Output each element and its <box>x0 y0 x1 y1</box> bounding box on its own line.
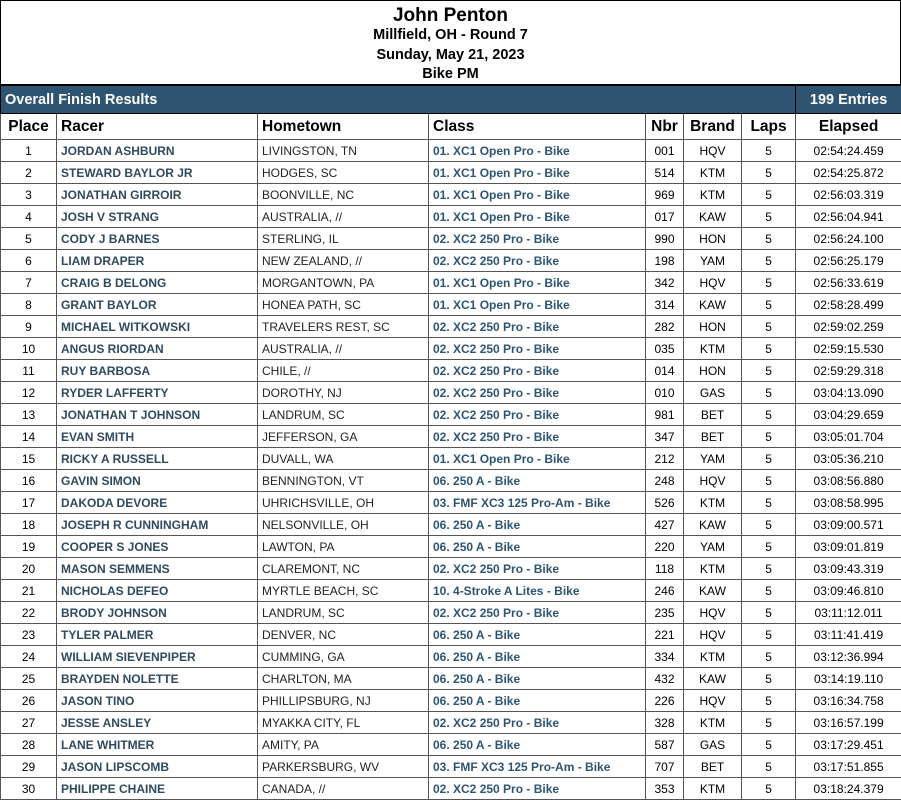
brand: KAW <box>684 206 742 228</box>
row-place: 27 <box>1 712 57 734</box>
brand: KTM <box>684 338 742 360</box>
class-name[interactable]: 02. XC2 250 Pro - Bike <box>429 338 646 360</box>
row-place: 29 <box>1 756 57 778</box>
bike-number: 990 <box>646 228 684 250</box>
racer-name[interactable]: COOPER S JONES <box>57 536 258 558</box>
column-header-place: Place <box>1 114 57 140</box>
class-name[interactable]: 01. XC1 Open Pro - Bike <box>429 206 646 228</box>
laps: 5 <box>742 206 796 228</box>
row-place: 23 <box>1 624 57 646</box>
racer-name[interactable]: JORDAN ASHBURN <box>57 140 258 162</box>
row-place: 24 <box>1 646 57 668</box>
bike-number: 587 <box>646 734 684 756</box>
table-row <box>1 316 901 338</box>
elapsed-time: 02:58:28.499 <box>796 294 901 316</box>
laps: 5 <box>742 294 796 316</box>
bike-number: 427 <box>646 514 684 536</box>
row-place: 7 <box>1 272 57 294</box>
class-name[interactable]: 02. XC2 250 Pro - Bike <box>429 558 646 580</box>
column-header-elapsed: Elapsed <box>796 114 901 140</box>
elapsed-time: 03:09:43.319 <box>796 558 901 580</box>
row-place: 4 <box>1 206 57 228</box>
table-row <box>1 646 901 668</box>
laps: 5 <box>742 426 796 448</box>
elapsed-time: 03:11:12.011 <box>796 602 901 624</box>
laps: 5 <box>742 778 796 800</box>
racer-name[interactable]: NICHOLAS DEFEO <box>57 580 258 602</box>
row-place: 19 <box>1 536 57 558</box>
class-name[interactable]: 06. 250 A - Bike <box>429 734 646 756</box>
class-name[interactable]: 01. XC1 Open Pro - Bike <box>429 448 646 470</box>
racer-name[interactable]: EVAN SMITH <box>57 426 258 448</box>
laps: 5 <box>742 360 796 382</box>
class-name[interactable]: 02. XC2 250 Pro - Bike <box>429 360 646 382</box>
row-place: 8 <box>1 294 57 316</box>
row-place: 25 <box>1 668 57 690</box>
column-header-laps: Laps <box>742 114 796 140</box>
elapsed-time: 03:05:01.704 <box>796 426 901 448</box>
table-row <box>1 404 901 426</box>
class-name[interactable]: 02. XC2 250 Pro - Bike <box>429 228 646 250</box>
brand: HQV <box>684 602 742 624</box>
class-name[interactable]: 06. 250 A - Bike <box>429 536 646 558</box>
elapsed-time: 03:17:29.451 <box>796 734 901 756</box>
bike-number: 334 <box>646 646 684 668</box>
brand: HON <box>684 360 742 382</box>
racer-name[interactable]: STEWARD BAYLOR JR <box>57 162 258 184</box>
event-date: Sunday, May 21, 2023 <box>376 46 525 63</box>
elapsed-time: 03:09:46.810 <box>796 580 901 602</box>
table-row <box>1 492 901 514</box>
brand: BET <box>684 426 742 448</box>
bike-number: 514 <box>646 162 684 184</box>
elapsed-time: 02:56:24.100 <box>796 228 901 250</box>
elapsed-time: 03:18:24.379 <box>796 778 901 800</box>
bike-number: 221 <box>646 624 684 646</box>
bike-number: 226 <box>646 690 684 712</box>
bike-number: 526 <box>646 492 684 514</box>
racer-name[interactable]: BRAYDEN NOLETTE <box>57 668 258 690</box>
row-place: 17 <box>1 492 57 514</box>
brand: HQV <box>684 690 742 712</box>
hometown: JEFFERSON, GA <box>258 426 429 448</box>
class-name[interactable]: 02. XC2 250 Pro - Bike <box>429 602 646 624</box>
class-name[interactable]: 06. 250 A - Bike <box>429 646 646 668</box>
brand: YAM <box>684 250 742 272</box>
bike-number: 432 <box>646 668 684 690</box>
class-name[interactable]: 06. 250 A - Bike <box>429 624 646 646</box>
racer-name[interactable]: GRANT BAYLOR <box>57 294 258 316</box>
bike-number: 248 <box>646 470 684 492</box>
racer-name[interactable]: CODY J BARNES <box>57 228 258 250</box>
table-row <box>1 228 901 250</box>
brand: HON <box>684 316 742 338</box>
table-row <box>1 756 901 778</box>
racer-name[interactable]: JASON TINO <box>57 690 258 712</box>
row-place: 14 <box>1 426 57 448</box>
laps: 5 <box>742 690 796 712</box>
racer-name[interactable]: WILLIAM SIEVENPIPER <box>57 646 258 668</box>
row-place: 18 <box>1 514 57 536</box>
hometown: BOONVILLE, NC <box>258 184 429 206</box>
laps: 5 <box>742 558 796 580</box>
racer-name[interactable]: LIAM DRAPER <box>57 250 258 272</box>
elapsed-time: 02:54:25.872 <box>796 162 901 184</box>
hometown: MYAKKA CITY, FL <box>258 712 429 734</box>
laps: 5 <box>742 536 796 558</box>
laps: 5 <box>742 602 796 624</box>
row-place: 6 <box>1 250 57 272</box>
brand: KTM <box>684 492 742 514</box>
brand: KAW <box>684 580 742 602</box>
laps: 5 <box>742 646 796 668</box>
column-headers <box>1 114 901 140</box>
column-header-class: Class <box>429 114 646 140</box>
brand: HON <box>684 228 742 250</box>
class-name[interactable]: 10. 4-Stroke A Lites - Bike <box>429 580 646 602</box>
class-name[interactable]: 02. XC2 250 Pro - Bike <box>429 404 646 426</box>
hometown: CHILE, // <box>258 360 429 382</box>
racer-name[interactable]: GAVIN SIMON <box>57 470 258 492</box>
event-session: Bike PM <box>422 66 479 82</box>
racer-name[interactable]: JESSE ANSLEY <box>57 712 258 734</box>
elapsed-time: 02:56:03.319 <box>796 184 901 206</box>
elapsed-time: 03:16:34.758 <box>796 690 901 712</box>
laps: 5 <box>742 162 796 184</box>
bike-number: 212 <box>646 448 684 470</box>
row-place: 22 <box>1 602 57 624</box>
bike-number: 328 <box>646 712 684 734</box>
racer-name[interactable]: JOSH V STRANG <box>57 206 258 228</box>
hometown: CHARLTON, MA <box>258 668 429 690</box>
elapsed-time: 03:08:58.995 <box>796 492 901 514</box>
laps: 5 <box>742 580 796 602</box>
racer-name[interactable]: JOSEPH R CUNNINGHAM <box>57 514 258 536</box>
brand: HQV <box>684 624 742 646</box>
table-row <box>1 426 901 448</box>
brand: YAM <box>684 448 742 470</box>
hometown: MORGANTOWN, PA <box>258 272 429 294</box>
bike-number: 118 <box>646 558 684 580</box>
brand: YAM <box>684 536 742 558</box>
brand: KTM <box>684 162 742 184</box>
brand: KTM <box>684 558 742 580</box>
elapsed-time: 03:16:57.199 <box>796 712 901 734</box>
racer-name[interactable]: PHILIPPE CHAINE <box>57 778 258 800</box>
class-name[interactable]: 06. 250 A - Bike <box>429 668 646 690</box>
brand: GAS <box>684 734 742 756</box>
brand: KTM <box>684 646 742 668</box>
class-name[interactable]: 02. XC2 250 Pro - Bike <box>429 712 646 734</box>
racer-name[interactable]: RUY BARBOSA <box>57 360 258 382</box>
bike-number: 342 <box>646 272 684 294</box>
elapsed-time: 03:04:13.090 <box>796 382 901 404</box>
elapsed-time: 02:59:29.318 <box>796 360 901 382</box>
laps: 5 <box>742 734 796 756</box>
column-header-racer: Racer <box>57 114 258 140</box>
entries-count: 199 Entries <box>796 86 901 114</box>
elapsed-time: 02:59:15.530 <box>796 338 901 360</box>
event-location: Millfield, OH - Round 7 <box>373 27 528 43</box>
elapsed-time: 03:05:36.210 <box>796 448 901 470</box>
hometown: MYRTLE BEACH, SC <box>258 580 429 602</box>
bike-number: 314 <box>646 294 684 316</box>
results-bar <box>1 86 901 114</box>
brand: KAW <box>684 294 742 316</box>
table-row <box>1 448 901 470</box>
hometown: NELSONVILLE, OH <box>258 514 429 536</box>
bike-number: 198 <box>646 250 684 272</box>
table-row <box>1 536 901 558</box>
hometown: AUSTRALIA, // <box>258 338 429 360</box>
table-row <box>1 690 901 712</box>
racer-name[interactable]: BRODY JOHNSON <box>57 602 258 624</box>
hometown: CLAREMONT, NC <box>258 558 429 580</box>
row-place: 2 <box>1 162 57 184</box>
class-name[interactable]: 02. XC2 250 Pro - Bike <box>429 426 646 448</box>
table-row <box>1 734 901 756</box>
hometown: DUVALL, WA <box>258 448 429 470</box>
elapsed-time: 02:56:33.619 <box>796 272 901 294</box>
class-name[interactable]: 01. XC1 Open Pro - Bike <box>429 162 646 184</box>
class-name[interactable]: 02. XC2 250 Pro - Bike <box>429 250 646 272</box>
laps: 5 <box>742 316 796 338</box>
column-header-hometown: Hometown <box>258 114 429 140</box>
class-name[interactable]: 03. FMF XC3 125 Pro-Am - Bike <box>429 756 646 778</box>
bike-number: 220 <box>646 536 684 558</box>
row-place: 30 <box>1 778 57 800</box>
elapsed-time: 03:17:51.855 <box>796 756 901 778</box>
table-row <box>1 294 901 316</box>
brand: BET <box>684 404 742 426</box>
brand: KAW <box>684 668 742 690</box>
event-title: John Penton <box>392 5 509 26</box>
elapsed-time: 02:59:02.259 <box>796 316 901 338</box>
racer-name[interactable]: RYDER LAFFERTY <box>57 382 258 404</box>
row-place: 3 <box>1 184 57 206</box>
laps: 5 <box>742 492 796 514</box>
hometown: TRAVELERS REST, SC <box>258 316 429 338</box>
brand: KAW <box>684 514 742 536</box>
row-place: 16 <box>1 470 57 492</box>
table-row <box>1 272 901 294</box>
row-place: 13 <box>1 404 57 426</box>
class-name[interactable]: 06. 250 A - Bike <box>429 470 646 492</box>
table-row <box>1 580 901 602</box>
racer-name[interactable]: DAKODA DEVORE <box>57 492 258 514</box>
hometown: UHRICHSVILLE, OH <box>258 492 429 514</box>
laps: 5 <box>742 184 796 206</box>
class-name[interactable]: 06. 250 A - Bike <box>429 690 646 712</box>
brand: GAS <box>684 382 742 404</box>
class-name[interactable]: 01. XC1 Open Pro - Bike <box>429 294 646 316</box>
racer-name[interactable]: RICKY A RUSSELL <box>57 448 258 470</box>
bike-number: 347 <box>646 426 684 448</box>
class-name[interactable]: 02. XC2 250 Pro - Bike <box>429 316 646 338</box>
results-table <box>0 85 901 800</box>
results-bar-label: Overall Finish Results <box>1 86 796 114</box>
bike-number: 014 <box>646 360 684 382</box>
row-place: 20 <box>1 558 57 580</box>
elapsed-time: 02:54:24.459 <box>796 140 901 162</box>
laps: 5 <box>742 382 796 404</box>
laps: 5 <box>742 514 796 536</box>
table-row <box>1 470 901 492</box>
brand: HQV <box>684 272 742 294</box>
racer-name[interactable]: MASON SEMMENS <box>57 558 258 580</box>
elapsed-time: 03:14:19.110 <box>796 668 901 690</box>
racer-name[interactable]: JASON LIPSCOMB <box>57 756 258 778</box>
bike-number: 353 <box>646 778 684 800</box>
hometown: PHILLIPSBURG, NJ <box>258 690 429 712</box>
hometown: STERLING, IL <box>258 228 429 250</box>
elapsed-time: 03:11:41.419 <box>796 624 901 646</box>
table-row <box>1 602 901 624</box>
brand: KTM <box>684 184 742 206</box>
bike-number: 981 <box>646 404 684 426</box>
class-name[interactable]: 02. XC2 250 Pro - Bike <box>429 382 646 404</box>
bike-number: 010 <box>646 382 684 404</box>
laps: 5 <box>742 228 796 250</box>
table-row <box>1 514 901 536</box>
table-row <box>1 140 901 162</box>
row-place: 15 <box>1 448 57 470</box>
elapsed-time: 03:09:01.819 <box>796 536 901 558</box>
racer-name[interactable]: ANGUS RIORDAN <box>57 338 258 360</box>
racer-name[interactable]: CRAIG B DELONG <box>57 272 258 294</box>
elapsed-time: 03:12:36.994 <box>796 646 901 668</box>
hometown: HONEA PATH, SC <box>258 294 429 316</box>
table-row <box>1 712 901 734</box>
table-row <box>1 624 901 646</box>
elapsed-time: 02:56:25.179 <box>796 250 901 272</box>
table-row <box>1 184 901 206</box>
table-row <box>1 778 901 800</box>
brand: KTM <box>684 778 742 800</box>
table-row <box>1 162 901 184</box>
table-row <box>1 558 901 580</box>
row-place: 26 <box>1 690 57 712</box>
table-row <box>1 338 901 360</box>
column-header-brand: Brand <box>684 114 742 140</box>
class-name[interactable]: 01. XC1 Open Pro - Bike <box>429 272 646 294</box>
row-place: 10 <box>1 338 57 360</box>
brand: BET <box>684 756 742 778</box>
class-name[interactable]: 02. XC2 250 Pro - Bike <box>429 778 646 800</box>
laps: 5 <box>742 668 796 690</box>
row-place: 1 <box>1 140 57 162</box>
row-place: 21 <box>1 580 57 602</box>
hometown: LANDRUM, SC <box>258 404 429 426</box>
bike-number: 969 <box>646 184 684 206</box>
bike-number: 017 <box>646 206 684 228</box>
row-place: 5 <box>1 228 57 250</box>
hometown: BENNINGTON, VT <box>258 470 429 492</box>
brand: HQV <box>684 140 742 162</box>
row-place: 28 <box>1 734 57 756</box>
bike-number: 282 <box>646 316 684 338</box>
table-row <box>1 206 901 228</box>
racer-name[interactable]: JONATHAN T JOHNSON <box>57 404 258 426</box>
hometown: PARKERSBURG, WV <box>258 756 429 778</box>
event-header <box>0 0 901 85</box>
laps: 5 <box>742 404 796 426</box>
hometown: AMITY, PA <box>258 734 429 756</box>
table-row <box>1 382 901 404</box>
hometown: LANDRUM, SC <box>258 602 429 624</box>
laps: 5 <box>742 448 796 470</box>
column-header-nbr: Nbr <box>646 114 684 140</box>
table-row <box>1 668 901 690</box>
table-row <box>1 360 901 382</box>
racer-name[interactable]: TYLER PALMER <box>57 624 258 646</box>
laps: 5 <box>742 272 796 294</box>
hometown: NEW ZEALAND, // <box>258 250 429 272</box>
elapsed-time: 03:09:00.571 <box>796 514 901 536</box>
bike-number: 035 <box>646 338 684 360</box>
bike-number: 001 <box>646 140 684 162</box>
racer-name[interactable]: JONATHAN GIRROIR <box>57 184 258 206</box>
row-place: 9 <box>1 316 57 338</box>
hometown: HODGES, SC <box>258 162 429 184</box>
hometown: LIVINGSTON, TN <box>258 140 429 162</box>
laps: 5 <box>742 712 796 734</box>
table-row <box>1 250 901 272</box>
brand: KTM <box>684 712 742 734</box>
racer-name[interactable]: MICHAEL WITKOWSKI <box>57 316 258 338</box>
hometown: DENVER, NC <box>258 624 429 646</box>
row-place: 12 <box>1 382 57 404</box>
elapsed-time: 03:08:56.880 <box>796 470 901 492</box>
laps: 5 <box>742 470 796 492</box>
racer-name[interactable]: LANE WHITMER <box>57 734 258 756</box>
laps: 5 <box>742 338 796 360</box>
hometown: DOROTHY, NJ <box>258 382 429 404</box>
brand: HQV <box>684 470 742 492</box>
hometown: CANADA, // <box>258 778 429 800</box>
laps: 5 <box>742 250 796 272</box>
hometown: AUSTRALIA, // <box>258 206 429 228</box>
bike-number: 707 <box>646 756 684 778</box>
class-name[interactable]: 01. XC1 Open Pro - Bike <box>429 140 646 162</box>
results-rows <box>1 140 901 800</box>
hometown: CUMMING, GA <box>258 646 429 668</box>
row-place: 11 <box>1 360 57 382</box>
elapsed-time: 03:04:29.659 <box>796 404 901 426</box>
class-name[interactable]: 03. FMF XC3 125 Pro-Am - Bike <box>429 492 646 514</box>
bike-number: 235 <box>646 602 684 624</box>
laps: 5 <box>742 624 796 646</box>
laps: 5 <box>742 140 796 162</box>
bike-number: 246 <box>646 580 684 602</box>
hometown: LAWTON, PA <box>258 536 429 558</box>
class-name[interactable]: 06. 250 A - Bike <box>429 514 646 536</box>
class-name[interactable]: 01. XC1 Open Pro - Bike <box>429 184 646 206</box>
elapsed-time: 02:56:04.941 <box>796 206 901 228</box>
laps: 5 <box>742 756 796 778</box>
